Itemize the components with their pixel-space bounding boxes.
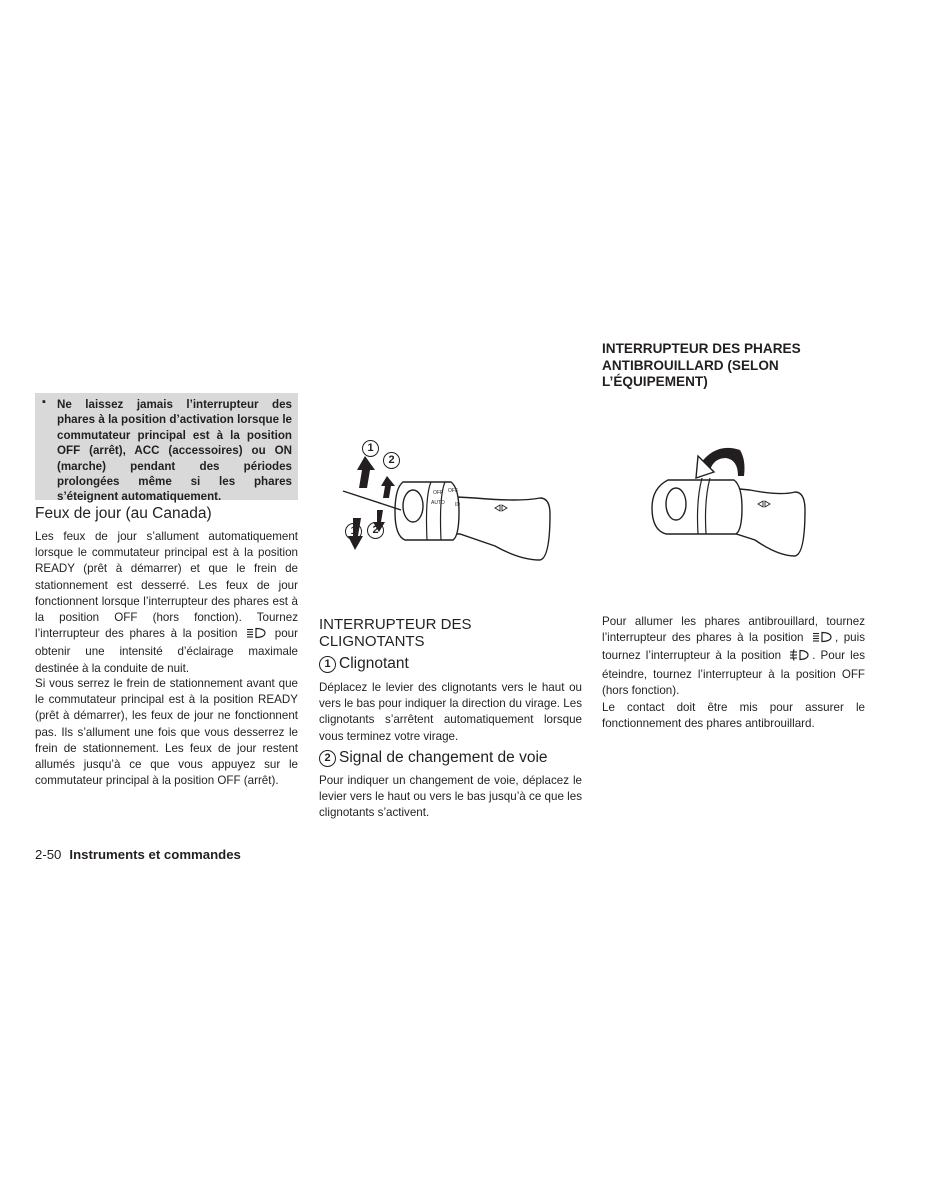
headlight-icon (811, 631, 833, 648)
fog-paragraph-1 (602, 614, 865, 699)
drl-heading: Feux de jour (au Canada) (35, 505, 212, 522)
drl-para1-b: pour obtenir une intensité d’éclairage maximale destinée à la conduite de nuit. (35, 627, 298, 675)
page-footer (35, 847, 241, 862)
headlight-icon (245, 627, 267, 644)
fog-heading (602, 341, 872, 391)
warning-text: Ne laissez jamais l’interrupteur des phares à la position d’activation lorsque le commutateur principal est à la position OFF (arrêt), ACC (accessoires) ou ON (marche) pendant des périodes prolongées même si les phares s’éteignent automatiquement. (57, 398, 292, 504)
diagram-label-2-down: 2 (367, 522, 384, 539)
turn-signal-heading (319, 616, 589, 650)
item-1-number: 1 (319, 656, 336, 673)
fog-light-icon (788, 649, 810, 666)
fog-heading-line-2: ANTIBROUILLARD (SELON (602, 357, 779, 373)
warning-bullet: ▪ (42, 396, 46, 408)
item-2-text: Pour indiquer un changement de voie, déplacez le levier vers le haut ou vers le bas jusqu’à ce que les clignotants s’activent. (319, 774, 582, 820)
turn-signal-lever-diagram (335, 436, 560, 566)
diagram-label-1-up: 1 (362, 440, 379, 457)
drl-paragraph-2: Si vous serrez le frein de stationnement avant que le commutateur principal est à la position READY (prêt à démarrer), les feux de jour ne fonctionnent pas. Ils s’allument une fois que vous desserrez le frein de stationnement. Les feux de jour restent allumés jusqu’à ce que vous appuyez sur le commutateur principal à la position OFF (arrêt). (35, 677, 298, 788)
turn-signal-heading-line-2: CLIGNOTANTS (319, 633, 425, 650)
fog-paragraph-2: Le contact doit être mis pour assurer le fonctionnement des phares antibrouillard. (602, 701, 865, 731)
item-2-number: 2 (319, 750, 336, 767)
fog-para1-c: . Pour les éteindre, tournez l’interrupteur à la position OFF (hors fonction). (602, 649, 865, 697)
drl-paragraph-1 (35, 529, 298, 677)
warning-box (35, 393, 298, 504)
fog-lever-diagram (640, 440, 820, 565)
lever-label-auto: AUTO (431, 500, 445, 506)
diagram-label-2-up: 2 (383, 452, 400, 469)
item-2-heading (319, 749, 589, 767)
item-1-title: Clignotant (339, 655, 409, 672)
item-1-heading (319, 655, 589, 673)
lever-label-id: ID (455, 502, 460, 508)
item-2-title: Signal de changement de voie (339, 749, 548, 766)
fog-para1-a: Pour allumer les phares antibrouillard, tournez l’interrupteur des phares à la position (602, 615, 865, 645)
diagram-label-1-down: 1 (345, 523, 362, 540)
drl-para1-a: Les feux de jour s’allument automatiquement lorsque le commutateur principal est à la position READY (prêt à démarrer) et que le frein de stationnement est desserré. Les feux de jour fonctionnent lorsque l’interrupteur des phares est à la position OFF (hors fonction). Tournez l’interrupteur des phares à la position (35, 530, 298, 641)
fog-para1-b: , puis tournez l’interrupteur à la position (602, 631, 865, 663)
fog-heading-line-3: L’ÉQUIPEMENT) (602, 374, 708, 389)
section-title: Instruments et commandes (69, 847, 241, 862)
lever-label-off: OFF (433, 490, 443, 496)
lever-label-off-2: OFF (448, 488, 458, 494)
page-number: 2-50 (35, 847, 62, 862)
turn-signal-heading-line-1: INTERRUPTEUR DES (319, 616, 472, 633)
item-1-text: Déplacez le levier des clignotants vers le haut ou vers le bas pour indiquer la direction du virage. Les clignotants s’arrêtent automatiquement lorsque vous terminez votre virage. (319, 681, 582, 743)
fog-heading-line-1: INTERRUPTEUR DES PHARES (602, 341, 801, 356)
